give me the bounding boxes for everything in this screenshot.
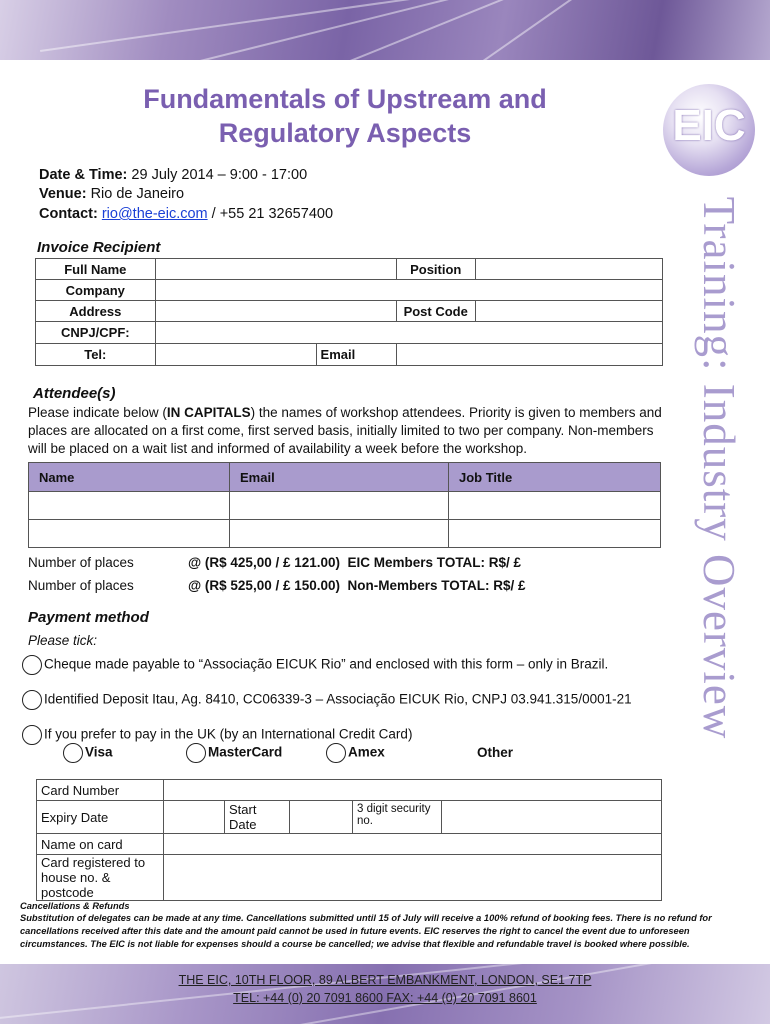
card-details-table: [36, 779, 662, 901]
member-total: EIC Members TOTAL: R$/ £: [347, 555, 522, 570]
deposit-option: [22, 690, 632, 710]
mastercard-option: [186, 743, 282, 763]
nonmember-total: Non-Members TOTAL: R$/ £: [347, 578, 526, 593]
contact-label: Contact:: [39, 206, 98, 222]
invoice-heading: Invoice Recipient: [37, 239, 161, 256]
card-registered-field[interactable]: [164, 855, 662, 901]
venue-value: Rio de Janeiro: [90, 186, 185, 202]
tel-label: Tel:: [36, 344, 156, 366]
uk-card-label: If you prefer to pay in the UK (by an International Credit Card): [44, 726, 413, 742]
amex-option: [326, 743, 385, 763]
cheque-label: Cheque made payable to “Associação EICUK Rio” and enclosed with this form – only in Brazil.: [44, 656, 609, 672]
attendee-job-field[interactable]: [449, 520, 661, 548]
amex-label: Amex: [348, 744, 385, 760]
expiry-label: Expiry Date: [37, 801, 164, 834]
uk-card-option: [22, 725, 412, 745]
member-places-label: Number of places: [28, 555, 134, 570]
attendee-email-field[interactable]: [230, 520, 449, 548]
email-field[interactable]: [396, 344, 662, 366]
full-name-field[interactable]: [155, 259, 396, 280]
visa-label: Visa: [85, 744, 113, 760]
position-field[interactable]: [475, 259, 662, 280]
eic-logo: [663, 84, 755, 176]
attendees-intro: [28, 404, 663, 458]
card-number-field[interactable]: [164, 780, 662, 801]
nonmember-price: [188, 578, 526, 593]
contact-email-link[interactable]: rio@the-eic.com: [101, 206, 208, 222]
post-code-label: Post Code: [396, 301, 475, 322]
uk-card-radio[interactable]: [22, 725, 42, 745]
attendee-name-field[interactable]: [29, 520, 230, 548]
start-date-field[interactable]: [290, 801, 353, 834]
page-title-line2: Regulatory Aspects: [218, 118, 472, 148]
contact-line: [39, 206, 333, 222]
page-title-line1: Fundamentals of Upstream and: [143, 84, 547, 114]
cancellations-heading: Cancellations & Refunds: [20, 901, 130, 911]
tick-instruction: Please tick:: [28, 633, 98, 648]
cheque-radio[interactable]: [22, 655, 42, 675]
footer-phone: TEL: +44 (0) 20 7091 8600 FAX: +44 (0) 20 7091 8601: [233, 991, 537, 1005]
attendee-name-field[interactable]: [29, 492, 230, 520]
expiry-field[interactable]: [164, 801, 225, 834]
contact-phone: / +55 21 32657400: [207, 206, 334, 222]
card-registered-label: Card registered to house no. & postcode: [37, 855, 164, 901]
invoice-table: [35, 258, 663, 366]
visa-option: [63, 743, 113, 763]
side-banner-text: [689, 173, 749, 763]
attendee-table: [28, 462, 661, 548]
logo-text: EIC: [672, 101, 746, 150]
visa-radio[interactable]: [63, 743, 83, 763]
security-field[interactable]: [442, 801, 661, 833]
venue-line: [39, 186, 184, 202]
other-label: Other: [477, 745, 514, 760]
nonmember-price-text: @ (R$ 525,00 / £ 150.00): [188, 578, 341, 593]
cnpj-field[interactable]: [155, 322, 662, 344]
footer-address: THE EIC, 10TH FLOOR, 89 ALBERT EMBANKMENT, LONDON, SE1 7TP: [178, 973, 592, 987]
member-price: [188, 555, 521, 570]
intro-text-a: Please indicate below (: [28, 405, 167, 420]
column-email: Email: [230, 463, 449, 492]
column-job-title: Job Title: [449, 463, 661, 492]
tel-field[interactable]: [155, 344, 316, 366]
attendee-row: [29, 492, 661, 520]
date-label: Date & Time:: [39, 167, 128, 183]
security-label: 3 digit security no.: [353, 801, 442, 833]
cnpj-label: CNPJ/CPF:: [36, 322, 156, 344]
payment-heading: Payment method: [28, 609, 149, 626]
column-name: Name: [29, 463, 230, 492]
card-number-label: Card Number: [37, 780, 164, 801]
deposit-radio[interactable]: [22, 690, 42, 710]
address-field[interactable]: [155, 301, 396, 322]
start-date-label: Start Date: [225, 801, 290, 834]
name-on-card-field[interactable]: [164, 834, 662, 855]
full-name-label: Full Name: [36, 259, 156, 280]
name-on-card-label: Name on card: [37, 834, 164, 855]
mastercard-label: MasterCard: [208, 744, 283, 760]
attendee-email-field[interactable]: [230, 492, 449, 520]
attendee-job-field[interactable]: [449, 492, 661, 520]
mastercard-radio[interactable]: [186, 743, 206, 763]
position-label: Position: [396, 259, 475, 280]
company-label: Company: [36, 280, 156, 301]
nonmember-places-label: Number of places: [28, 578, 134, 593]
deposit-label: Identified Deposit Itau, Ag. 8410, CC06339-3 – Associação EICUK Rio, CNPJ 03.941.315/0001-21: [44, 691, 632, 707]
header-banner: [0, 0, 770, 60]
amex-radio[interactable]: [326, 743, 346, 763]
address-label: Address: [36, 301, 156, 322]
venue-label: Venue:: [39, 186, 87, 202]
side-text: Training: Industry Overview: [694, 196, 744, 740]
intro-capitals: IN CAPITALS: [166, 405, 251, 420]
cancellations-text: Substitution of delegates can be made at any time. Cancellations submitted until 15 of July will receive a 100% refund of booking fees. There is no refund for cancellations received after this date and the amount paid cannot be used in future events. EIC reserves the right to cancel the event due to unforeseen circumstances. The EIC is not liable for expenses should a course be cancelled; we advise that flexible and refundable travel is booked where possible.: [20, 913, 712, 949]
date-value: 29 July 2014 – 9:00 - 17:00: [131, 167, 308, 183]
member-price-text: @ (R$ 425,00 / £ 121.00): [188, 555, 341, 570]
date-line: [39, 167, 307, 183]
attendee-row: [29, 520, 661, 548]
email-label: Email: [316, 344, 396, 366]
company-field[interactable]: [155, 280, 662, 301]
cheque-option: [22, 655, 608, 675]
post-code-field[interactable]: [475, 301, 662, 322]
intro-text-c: ) the names of workshop attendees. Priority is given to members and places are allocated on a first come, first served basis, initially limited to two per company. Non-members will be placed on a wait list and informed of availability a week before the workshop.: [28, 405, 662, 456]
security-cell: [353, 801, 662, 834]
attendees-heading: Attendee(s): [33, 385, 116, 402]
